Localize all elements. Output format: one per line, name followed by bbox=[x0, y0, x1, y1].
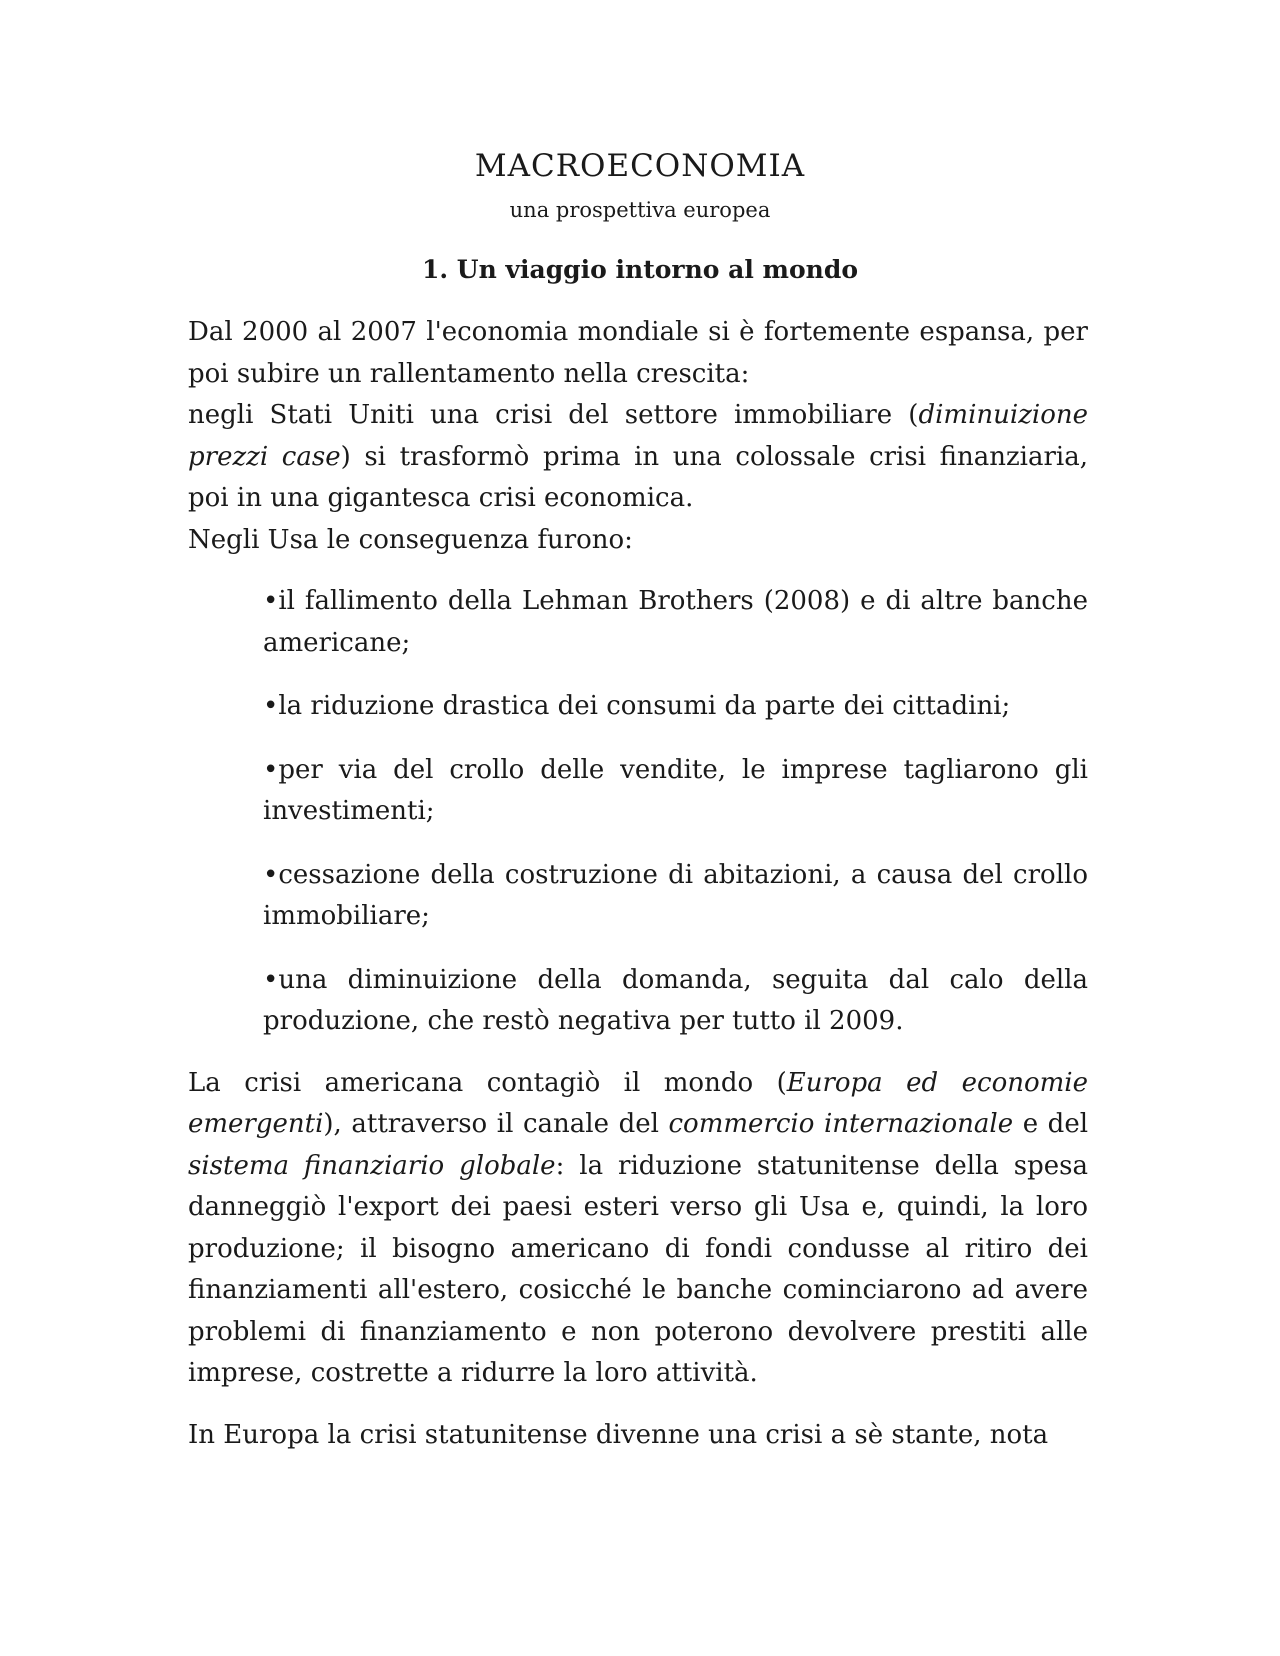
document-title: MACROECONOMIA bbox=[474, 148, 806, 184]
chapter-heading: 1. Un viaggio intorno al mondo bbox=[421, 255, 859, 284]
text-segment: ), attraverso il canale del bbox=[323, 1109, 669, 1139]
italic-segment: commercio internazionale bbox=[668, 1109, 1014, 1139]
italic-segment: Europa ed economie emergenti bbox=[188, 1067, 1088, 1139]
list-item: •per via del crollo delle vendite, le imprese tagliarono gli investimenti; bbox=[263, 754, 1088, 826]
list-item: •la riduzione drastica dei consumi da parte dei cittadini; bbox=[263, 691, 1011, 721]
text-segment: : la riduzione statunitense della spesa danneggiò l'export dei paesi esteri verso gli Usa e, quindi, la loro produzione; il bisogno americano di fondi condusse al ritiro dei finanziamenti all'estero, cosicché le banche cominciarono ad avere problemi di finanziamento e non poterono devolvere prestiti alle imprese, costrette a ridurre la loro attività. bbox=[188, 1150, 1088, 1388]
list-item: •cessazione della costruzione di abitazioni, a causa del crollo immobiliare; bbox=[263, 859, 1088, 931]
text-segment: negli Stati Uniti una crisi del settore immobiliare ( bbox=[188, 400, 919, 430]
document-body bbox=[188, 312, 1088, 1456]
text-segment: e del bbox=[1013, 1109, 1089, 1139]
italic-segment: sistema finanziario globale bbox=[188, 1150, 556, 1181]
consequences-list bbox=[263, 581, 1088, 1043]
paragraph-global-contagion bbox=[188, 1063, 1088, 1395]
text-segment: La crisi americana contagiò il mondo ( bbox=[188, 1067, 787, 1098]
text-segment: ) si trasformò prima in una colossale crisi finanziaria, poi in una gigantesca crisi economica. bbox=[188, 441, 1088, 513]
paragraph-us-crisis bbox=[188, 395, 1088, 520]
paragraph-europe: In Europa la crisi statunitense divenne una crisi a sè stante, nota bbox=[188, 1419, 1049, 1450]
paragraph-intro: Dal 2000 al 2007 l'economia mondiale si è fortemente espansa, per poi subire un rallentamento nella crescita: bbox=[188, 317, 1088, 389]
italic-segment: diminuizione prezzi case bbox=[188, 400, 1088, 472]
list-item: •una diminuizione della domanda, seguita dal calo della produzione, che restò negativa per tutto il 2009. bbox=[263, 964, 1088, 1036]
paragraph-consequences-intro: Negli Usa le conseguenza furono: bbox=[188, 524, 633, 555]
list-item: •il fallimento della Lehman Brothers (2008) e di altre banche americane; bbox=[263, 586, 1088, 658]
document-subtitle: una prospettiva europea bbox=[509, 198, 771, 222]
